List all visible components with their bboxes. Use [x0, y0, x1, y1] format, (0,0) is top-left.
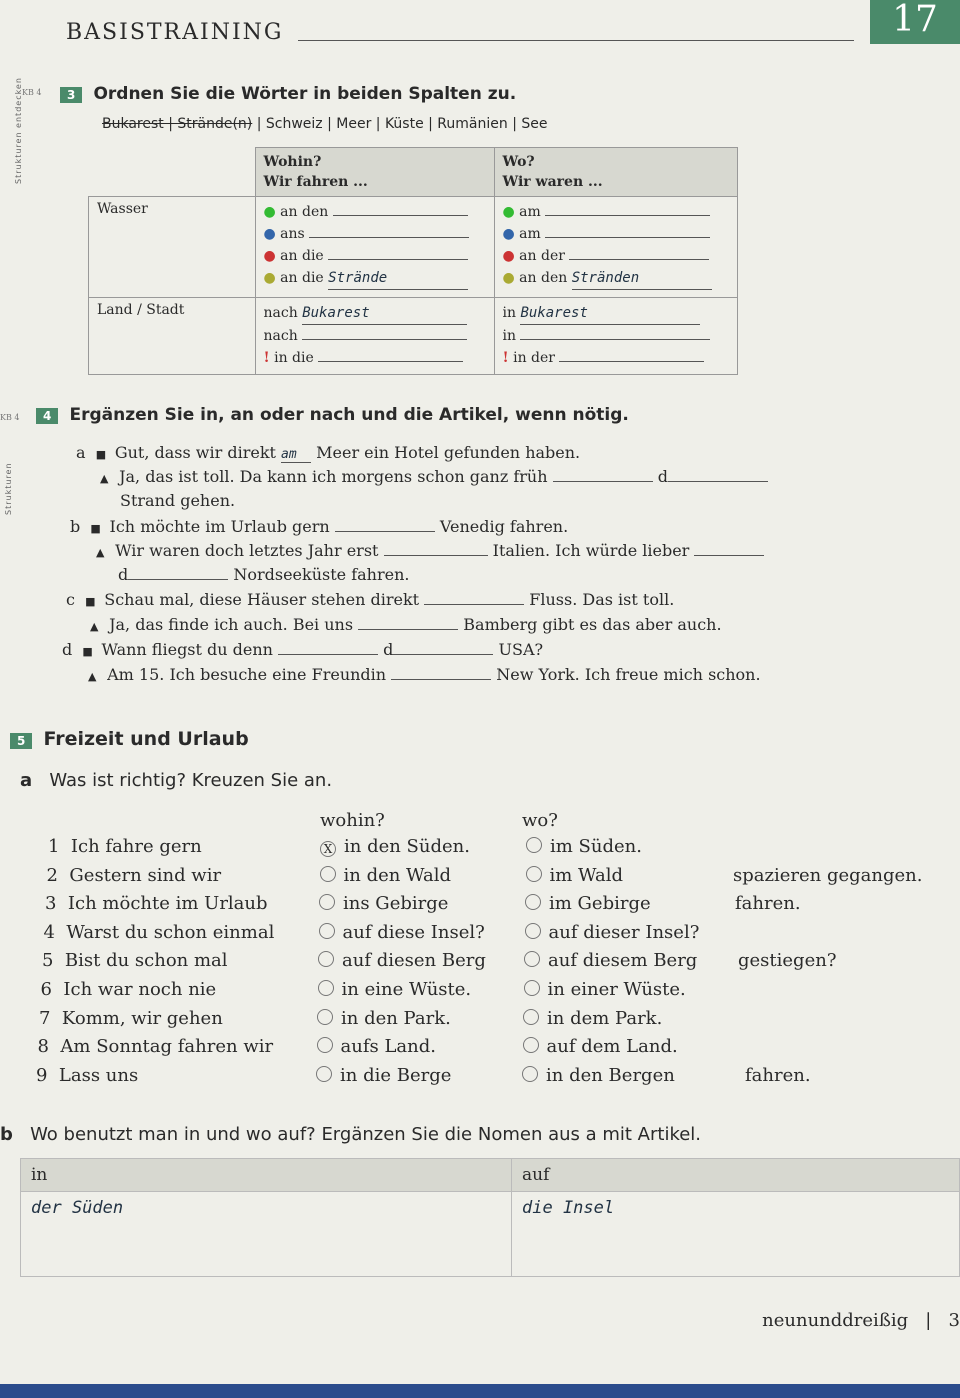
ex4-title: Ergänzen Sie in, an oder nach und die Artikel, wenn nötig.	[69, 405, 629, 425]
ex5-row-end: spazieren gegangen.	[733, 865, 923, 886]
radio-wohin[interactable]	[317, 1037, 333, 1053]
ex3-head-wo: Wo? Wir waren ...	[494, 148, 738, 197]
ex5-option-wohin: auf diesen Berg	[318, 950, 486, 971]
radio-wo[interactable]	[523, 1037, 539, 1053]
bottom-bar	[0, 1384, 960, 1398]
ex3-row-label-wasser: Wasser	[89, 197, 256, 298]
ex5-option-wo: auf dem Land.	[523, 1036, 678, 1057]
ex5-row-end: fahren.	[745, 1065, 811, 1086]
ex4-heading	[36, 405, 629, 425]
ex5-heading	[10, 728, 249, 750]
radio-wohin[interactable]	[319, 923, 335, 939]
radio-wohin[interactable]	[318, 951, 334, 967]
radio-wohin[interactable]	[320, 866, 336, 882]
ex5-row-start: 4 Warst du schon einmal	[43, 922, 275, 943]
ex5-option-wohin: in den Wald	[320, 865, 452, 886]
ex5-option-wo: im Gebirge	[525, 893, 651, 914]
ex4-line-c1: c ■ Schau mal, diese Häuser stehen direkt Fluss. Das ist toll.	[66, 590, 675, 609]
ex5b-head-auf: auf	[512, 1159, 960, 1192]
ex3-heading	[60, 84, 516, 104]
ex5a-instruction: a Was ist richtig? Kreuzen Sie an.	[20, 770, 333, 791]
ex4-kb-ref: KB 4	[0, 413, 20, 422]
page-footer: neununddreißig | 3	[762, 1310, 960, 1331]
page-number-tab: 17	[870, 0, 960, 44]
ex4-number: 4	[36, 408, 58, 424]
radio-wo[interactable]	[526, 837, 542, 853]
ex5-row-end: gestiegen?	[738, 950, 837, 971]
ex3-side-label: Strukturen entdecken	[14, 77, 23, 184]
ex5-option-wohin: in die Berge	[316, 1065, 451, 1086]
ex5-row-start: 1 Ich fahre gern	[48, 836, 202, 857]
ex5b-cell-in: der Süden	[21, 1192, 512, 1277]
ex5-option-wohin: auf diese Insel?	[319, 922, 485, 943]
ex5b-instruction: b Wo benutzt man in und wo auf? Ergänzen Sie die Nomen aus a mit Artikel.	[0, 1124, 702, 1145]
ex5-option-wo: auf dieser Insel?	[525, 922, 700, 943]
radio-wo[interactable]	[524, 980, 540, 996]
ex5b-table	[20, 1158, 960, 1277]
ex3-head-wohin: Wohin? Wir fahren ...	[255, 148, 494, 197]
ex3-number: 3	[60, 87, 82, 103]
ex3-wasser-wohin: ● an den ● ans ● an die ● an die Strände	[255, 197, 494, 298]
ex3-words-struck: Bukarest | Strände(n)	[102, 116, 253, 132]
radio-wohin[interactable]: X	[320, 841, 336, 857]
ex4-line-d1: d ■ Wann fliegst du denn d USA?	[62, 640, 544, 659]
radio-wohin[interactable]	[317, 1009, 333, 1025]
radio-wo[interactable]	[523, 1009, 539, 1025]
page-title: BASISTRAINING	[66, 20, 284, 45]
ex5-title: Freizeit und Urlaub	[43, 728, 249, 750]
ex4-side-label: Strukturen	[4, 462, 13, 515]
ex5-option-wohin: in eine Wüste.	[318, 979, 472, 1000]
ex3-word-box	[102, 116, 547, 132]
ex3-land-wohin: nach Bukarest nach ! in die	[255, 298, 494, 375]
ex4-line-a3: Strand gehen.	[120, 491, 236, 510]
ex5-option-wo: auf diesem Berg	[524, 950, 697, 971]
ex4-line-b2: ▲ Wir waren doch letztes Jahr erst Italien. Ich würde lieber	[96, 541, 764, 560]
ex5-option-wohin: in den Park.	[317, 1008, 451, 1029]
ex3-table	[88, 147, 738, 375]
ex5-row-start: 3 Ich möchte im Urlaub	[45, 893, 268, 914]
ex5-option-wo: im Wald	[526, 865, 624, 886]
ex5-row-start: 8 Am Sonntag fahren wir	[37, 1036, 274, 1057]
ex3-wasser-wo: ● am ● am ● an der ● an den Stränden	[494, 197, 738, 298]
ex3-kb-ref: KB 4	[22, 88, 42, 97]
radio-wohin[interactable]	[316, 1066, 332, 1082]
radio-wo[interactable]	[525, 894, 541, 910]
ex5-option-wohin: aufs Land.	[317, 1036, 436, 1057]
ex4-line-a1: a ■ Gut, dass wir direkt am Meer ein Hotel gefunden haben.	[76, 443, 581, 462]
ex3-words: | Schweiz | Meer | Küste | Rumänien | See	[252, 116, 548, 132]
ex5b-head-in: in	[21, 1159, 512, 1192]
radio-wo[interactable]	[525, 923, 541, 939]
ex5-row-start: 5 Bist du schon mal	[42, 950, 228, 971]
radio-wohin[interactable]	[318, 980, 334, 996]
ex5-row-start: 9 Lass uns	[36, 1065, 139, 1086]
ex5-col-wo: wo?	[522, 810, 558, 831]
ex5-option-wo: in dem Park.	[523, 1008, 662, 1029]
ex5-col-wohin: wohin?	[320, 810, 385, 831]
ex4-line-b3: d Nordseeküste fahren.	[118, 565, 410, 584]
radio-wo[interactable]	[524, 951, 540, 967]
ex3-row-label-land: Land / Stadt	[89, 298, 256, 375]
ex3-title: Ordnen Sie die Wörter in beiden Spalten zu.	[93, 84, 517, 104]
ex5-row-end: fahren.	[735, 893, 801, 914]
ex5-option-wo: in den Bergen	[522, 1065, 675, 1086]
ex5-row-start: 7 Komm, wir gehen	[39, 1008, 223, 1029]
ex5-option-wohin: ins Gebirge	[319, 893, 448, 914]
radio-wo[interactable]	[522, 1066, 538, 1082]
ex5-row-start: 2 Gestern sind wir	[46, 865, 222, 886]
ex4-line-d2: ▲ Am 15. Ich besuche eine Freundin New York. Ich freue mich schon.	[88, 665, 761, 684]
title-rule	[298, 40, 854, 41]
radio-wo[interactable]	[526, 866, 542, 882]
ex4-line-a2: ▲ Ja, das ist toll. Da kann ich morgens schon ganz früh d	[100, 467, 768, 486]
ex4-line-c2: ▲ Ja, das finde ich auch. Bei uns Bamberg gibt es das aber auch.	[90, 615, 722, 634]
ex5-option-wo: in einer Wüste.	[524, 979, 686, 1000]
ex5-number: 5	[10, 733, 32, 749]
ex5-option-wo: im Süden.	[526, 836, 642, 857]
ex4-line-b1: b ■ Ich möchte im Urlaub gern Venedig fahren.	[70, 517, 569, 536]
ex5-option-wohin: X in den Süden.	[320, 836, 470, 857]
ex5b-cell-auf: die Insel	[512, 1192, 960, 1277]
radio-wohin[interactable]	[319, 894, 335, 910]
ex3-land-wo: in Bukarest in ! in der	[494, 298, 738, 375]
ex5-row-start: 6 Ich war noch nie	[40, 979, 217, 1000]
